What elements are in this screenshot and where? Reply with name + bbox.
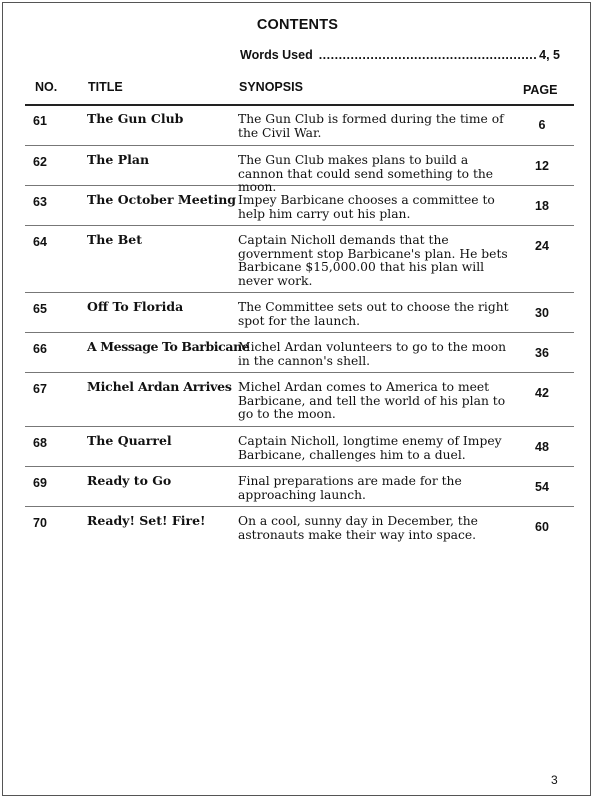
entry-number: 63 xyxy=(33,195,47,209)
table-row xyxy=(25,105,574,146)
entry-title: The Plan xyxy=(87,152,150,167)
entry-page: 18 xyxy=(535,199,549,213)
entry-synopsis: On a cool, sunny day in December, the astronauts make their way into space. xyxy=(238,514,478,542)
words-used-pages: 4, 5 xyxy=(539,48,560,62)
entry-number: 66 xyxy=(33,342,47,356)
entry-title: A Message To Barbicane xyxy=(87,339,250,354)
entry-number: 69 xyxy=(33,476,47,490)
entry-number: 70 xyxy=(33,516,47,530)
entry-page: 30 xyxy=(535,306,549,320)
column-header-title: TITLE xyxy=(88,80,123,94)
entry-page: 6 xyxy=(538,118,546,132)
entry-synopsis: The Committee sets out to choose the right spot for the launch. xyxy=(238,300,509,328)
page-title: CONTENTS xyxy=(256,17,339,33)
entry-synopsis: Michel Ardan comes to America to meet Barbicane, and tell the world of his plan to go to the moon. xyxy=(238,380,506,421)
table-row xyxy=(25,186,574,226)
entry-page: 48 xyxy=(535,440,549,454)
entry-page: 12 xyxy=(535,159,549,173)
table-row xyxy=(25,507,574,549)
entry-synopsis: Impey Barbicane chooses a committee to help him carry out his plan. xyxy=(238,193,495,221)
column-header-page: PAGE xyxy=(523,83,558,97)
table-row xyxy=(25,467,574,507)
column-header-synopsis: SYNOPSIS xyxy=(239,80,303,94)
column-header-no: NO. xyxy=(35,80,58,94)
entry-number: 61 xyxy=(33,114,47,128)
page-number: 3 xyxy=(551,773,558,787)
words-used-label: Words Used xyxy=(240,48,313,62)
entry-title: Michel Ardan Arrives xyxy=(87,379,232,394)
entry-synopsis: The Gun Club is formed during the time of the Civil War. xyxy=(238,112,504,140)
entry-title: The Gun Club xyxy=(87,111,184,126)
entry-number: 64 xyxy=(33,235,47,249)
entry-synopsis: Captain Nicholl demands that the government stop Barbicane's plan. He bets Barbicane $15,000.00 that his plan will never work. xyxy=(238,233,508,288)
entry-number: 65 xyxy=(33,302,47,316)
table-row xyxy=(25,427,574,467)
entry-synopsis: Michel Ardan volunteers to go to the moon in the cannon's shell. xyxy=(238,340,507,368)
entry-title: The Bet xyxy=(87,232,142,247)
entry-synopsis: Captain Nicholl, longtime enemy of Impey Barbicane, challenges him to a duel. xyxy=(238,434,502,462)
entry-page: 36 xyxy=(535,346,549,360)
words-used-line xyxy=(240,48,560,62)
contents-table xyxy=(25,105,574,549)
entry-title: The Quarrel xyxy=(87,433,172,448)
table-row xyxy=(25,293,574,333)
entry-number: 68 xyxy=(33,436,47,450)
entry-title: Off To Florida xyxy=(87,299,184,314)
entry-number: 67 xyxy=(33,382,47,396)
table-row xyxy=(25,146,574,194)
entry-page: 24 xyxy=(535,239,549,253)
entry-page: 54 xyxy=(535,480,549,494)
entry-title: Ready! Set! Fire! xyxy=(87,513,206,528)
table-row xyxy=(25,226,574,293)
table-row xyxy=(25,333,574,373)
dot-leader xyxy=(319,48,537,62)
entry-page: 42 xyxy=(535,386,549,400)
entry-number: 62 xyxy=(33,155,47,169)
entry-synopsis: The Gun Club makes plans to build a cannon that could send something to the moon. xyxy=(238,153,494,194)
table-row xyxy=(25,373,574,427)
entry-title: Ready to Go xyxy=(87,473,172,488)
entry-title: The October Meeting xyxy=(87,192,237,207)
entry-synopsis: Final preparations are made for the approaching launch. xyxy=(238,474,462,502)
entry-page: 60 xyxy=(535,520,549,534)
